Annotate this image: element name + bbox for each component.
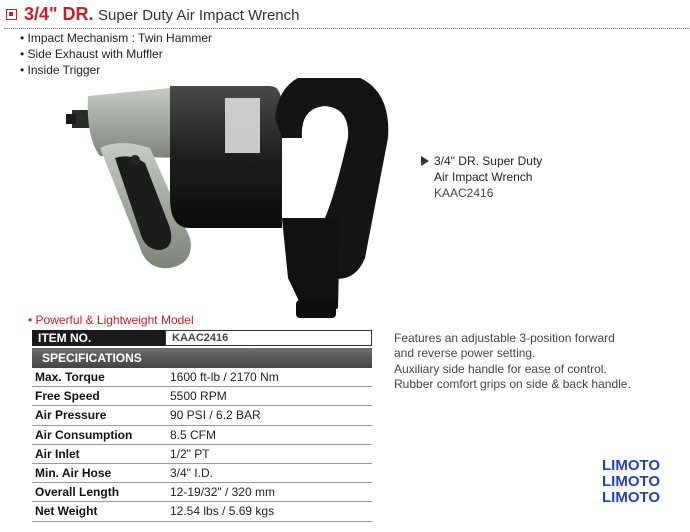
callout-line: Air Impact Wrench — [434, 170, 533, 184]
title-size: 3/4" DR. — [24, 4, 94, 24]
callout-line: 3/4" DR. Super Duty — [434, 154, 543, 168]
brand-text: LIMOTO — [602, 457, 661, 474]
spec-name: Overall Length — [35, 485, 120, 500]
spec-row — [32, 502, 372, 521]
highlight-text: • Powerful & Lightweight Model — [28, 313, 194, 327]
feature-item: • Side Exhaust with Muffler — [20, 46, 212, 62]
spec-table — [32, 330, 372, 522]
spec-value: 12-19/32" / 320 mm — [170, 485, 275, 500]
spec-name: Air Pressure — [35, 408, 107, 423]
spec-value: 1/2" PT — [170, 446, 210, 461]
brand-logo — [602, 458, 660, 506]
spec-value: 8.5 CFM — [170, 427, 217, 442]
item-number-value: KAAC2416 — [165, 330, 372, 346]
description-line: Auxiliary side handle for ease of control. — [394, 361, 607, 376]
impact-wrench-image — [20, 78, 420, 328]
product-description — [394, 331, 631, 392]
feature-item: • Impact Mechanism : Twin Hammer — [20, 30, 212, 46]
spec-name: Min. Air Hose — [35, 465, 112, 480]
spec-row — [32, 406, 372, 425]
highlight-label: Powerful & Lightweight Model — [35, 313, 194, 327]
spec-row — [32, 464, 372, 483]
header-divider — [4, 28, 690, 29]
page-title — [24, 4, 299, 25]
spec-name: Air Consumption — [35, 427, 133, 442]
callout-model: KAAC2416 — [434, 186, 494, 200]
item-number-row — [32, 330, 372, 346]
spec-value: 90 PSI / 6.2 BAR — [170, 408, 261, 423]
spec-row — [32, 387, 372, 406]
spec-name: Max. Torque — [35, 370, 105, 384]
title-text: Super Duty Air Impact Wrench — [98, 7, 300, 24]
spec-rows — [32, 368, 372, 522]
brand-text: LIMOTO — [602, 473, 661, 490]
spec-value: 3/4" I.D. — [170, 465, 213, 480]
spec-row — [32, 483, 372, 502]
item-number-label: ITEM NO. — [32, 330, 165, 346]
square-bullet-icon — [6, 9, 17, 20]
description-line: Rubber comfort grips on side & back handle. — [394, 376, 631, 391]
spec-value: 12.54 lbs / 5.69 kgs — [170, 504, 275, 519]
spec-name: Net Weight — [35, 504, 98, 519]
feature-item: • Inside Trigger — [20, 62, 212, 78]
spec-value: 1600 ft-lb / 2170 Nm — [170, 370, 279, 384]
spec-row — [32, 445, 372, 464]
spec-value: 5500 RPM — [170, 389, 227, 404]
brand-text: LIMOTO — [602, 489, 661, 506]
spec-name: Air Inlet — [35, 446, 80, 461]
spec-name: Free Speed — [35, 389, 100, 404]
product-callout — [421, 153, 542, 201]
header — [4, 4, 690, 26]
spec-header: SPECIFICATIONS — [32, 348, 372, 368]
feature-list — [20, 30, 212, 78]
spec-row — [32, 426, 372, 445]
description-line: Features an adjustable 3-position forward — [394, 331, 615, 345]
description-line: and reverse power setting. — [394, 346, 536, 361]
spec-row — [32, 368, 372, 387]
triangle-pointer-icon — [421, 156, 429, 166]
